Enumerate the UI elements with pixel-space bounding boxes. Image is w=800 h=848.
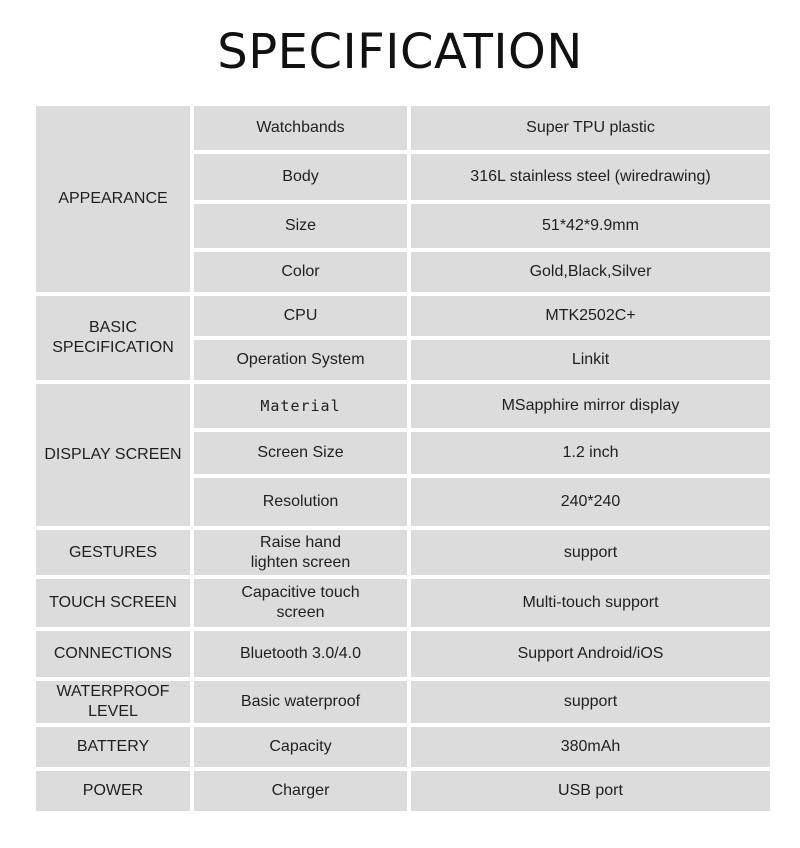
group-label-line: BATTERY: [76, 738, 150, 755]
value-label: [558, 781, 623, 801]
value-label-line: 316L stainless steel (wiredrawing): [470, 168, 711, 185]
value-cell: [411, 204, 770, 248]
group-label-line: SPECIFICATION: [52, 339, 174, 356]
value-label-line: support: [563, 543, 618, 561]
feature-cell: [194, 432, 407, 474]
feature-label-line: Capacitive touch: [241, 584, 360, 601]
feature-label-line: CPU: [283, 307, 318, 324]
feature-label: [284, 306, 318, 326]
feature-label-line: Watchbands: [256, 119, 345, 136]
value-cell: [411, 579, 770, 627]
group-label-cell: [36, 727, 190, 767]
feature-label: [256, 118, 344, 138]
feature-label-line: Screen Size: [257, 444, 344, 461]
feature-label: [260, 396, 340, 416]
group-label: [83, 781, 143, 801]
group-label-line: BASIC: [88, 319, 137, 336]
feature-label-line: screen: [276, 604, 325, 621]
value-label: [572, 350, 609, 370]
feature-cell: [194, 727, 407, 767]
value-label: [542, 216, 639, 236]
group-label-line: TOUCH SCREEN: [49, 594, 177, 611]
value-label: [561, 737, 621, 757]
value-cell: [411, 384, 770, 428]
group-label: [49, 593, 177, 613]
feature-label-line: Color: [281, 263, 320, 280]
feature-cell: [194, 478, 407, 526]
value-label-line: Multi-touch support: [522, 594, 659, 611]
feature-label-line: Material: [260, 397, 341, 415]
group-label-cell: [36, 530, 190, 575]
value-cell: [411, 771, 770, 811]
feature-cell: [194, 296, 407, 336]
value-cell: [411, 631, 770, 677]
feature-label-line: Operation System: [236, 351, 365, 368]
value-cell: [411, 340, 770, 380]
value-cell: [411, 478, 770, 526]
group-label-cell: [36, 579, 190, 627]
value-label: [526, 118, 655, 138]
value-label: [562, 443, 618, 463]
group-label: [58, 189, 167, 209]
feature-cell: [194, 771, 407, 811]
feature-label: [241, 583, 359, 623]
feature-label: [240, 644, 361, 664]
group-label-line: APPEARANCE: [58, 190, 168, 207]
value-label-line: Linkit: [571, 351, 610, 368]
value-label-line: support: [563, 693, 618, 710]
value-cell: [411, 106, 770, 150]
value-label-line: 51*42*9.9mm: [542, 217, 639, 234]
feature-label: [282, 167, 318, 187]
feature-cell: [194, 252, 407, 292]
value-label: [470, 167, 710, 187]
group-label-line: LEVEL: [88, 703, 138, 720]
feature-cell: [194, 530, 407, 575]
feature-label-line: Charger: [271, 782, 330, 799]
feature-label: [281, 262, 319, 282]
feature-label: [251, 533, 351, 573]
group-label-cell: [36, 384, 190, 526]
feature-cell: [194, 681, 407, 723]
group-label: [57, 682, 170, 722]
group-label: [69, 543, 157, 563]
value-cell: [411, 154, 770, 200]
value-label: [522, 593, 658, 613]
value-label: [545, 306, 635, 326]
value-label-line: MSapphire mirror display: [501, 397, 680, 414]
value-cell: [411, 727, 770, 767]
feature-label-line: lighten screen: [250, 553, 351, 571]
feature-cell: [194, 204, 407, 248]
feature-label: [263, 492, 339, 512]
value-cell: [411, 296, 770, 336]
feature-label: [257, 443, 343, 463]
value-label-line: USB port: [558, 782, 623, 799]
group-label-cell: [36, 106, 190, 292]
group-label: [44, 445, 181, 465]
value-label: [502, 396, 680, 416]
value-label: [561, 492, 621, 512]
group-label-cell: [36, 296, 190, 380]
group-label-cell: [36, 681, 190, 723]
feature-cell: [194, 631, 407, 677]
feature-label: [236, 350, 364, 370]
value-cell: [411, 432, 770, 474]
feature-label-line: Bluetooth 3.0/4.0: [240, 645, 361, 662]
group-label-line: POWER: [82, 782, 144, 799]
feature-cell: [194, 340, 407, 380]
feature-label: [241, 692, 360, 712]
value-label-line: Gold,Black,Silver: [529, 263, 652, 280]
value-label-line: MTK2502C+: [545, 307, 636, 324]
feature-label-line: Capacity: [269, 738, 332, 755]
value-cell: [411, 530, 770, 575]
group-label-line: DISPLAY SCREEN: [44, 446, 182, 463]
feature-label: [272, 781, 330, 801]
feature-label-line: Size: [284, 217, 317, 234]
group-label-line: CONNECTIONS: [53, 645, 173, 662]
feature-label-line: Body: [282, 168, 319, 185]
value-label: [530, 262, 652, 282]
feature-label-line: Raise hand: [260, 533, 341, 551]
feature-label: [269, 737, 331, 757]
value-label: [518, 644, 664, 664]
value-cell: [411, 252, 770, 292]
value-label: [564, 692, 617, 712]
feature-cell: [194, 154, 407, 200]
group-label-line: GESTURES: [68, 543, 157, 561]
value-label-line: 240*240: [560, 493, 621, 510]
group-label: [52, 318, 174, 358]
feature-cell: [194, 106, 407, 150]
value-label: [564, 543, 617, 563]
feature-label-line: Resolution: [262, 493, 339, 510]
page-title: SPECIFICATION: [217, 24, 583, 80]
value-label-line: Super TPU plastic: [526, 119, 655, 136]
feature-label-line: Basic waterproof: [240, 693, 361, 710]
value-label-line: Support Android/iOS: [517, 645, 664, 662]
value-label-line: 1.2 inch: [562, 444, 619, 461]
group-label-cell: [36, 771, 190, 811]
feature-label: [285, 216, 316, 236]
value-cell: [411, 681, 770, 723]
group-label: [77, 737, 149, 757]
group-label-line: WATERPROOF: [56, 683, 170, 700]
group-label-cell: [36, 631, 190, 677]
feature-cell: [194, 384, 407, 428]
group-label: [54, 644, 172, 664]
value-label-line: 380mAh: [560, 738, 621, 755]
feature-cell: [194, 579, 407, 627]
